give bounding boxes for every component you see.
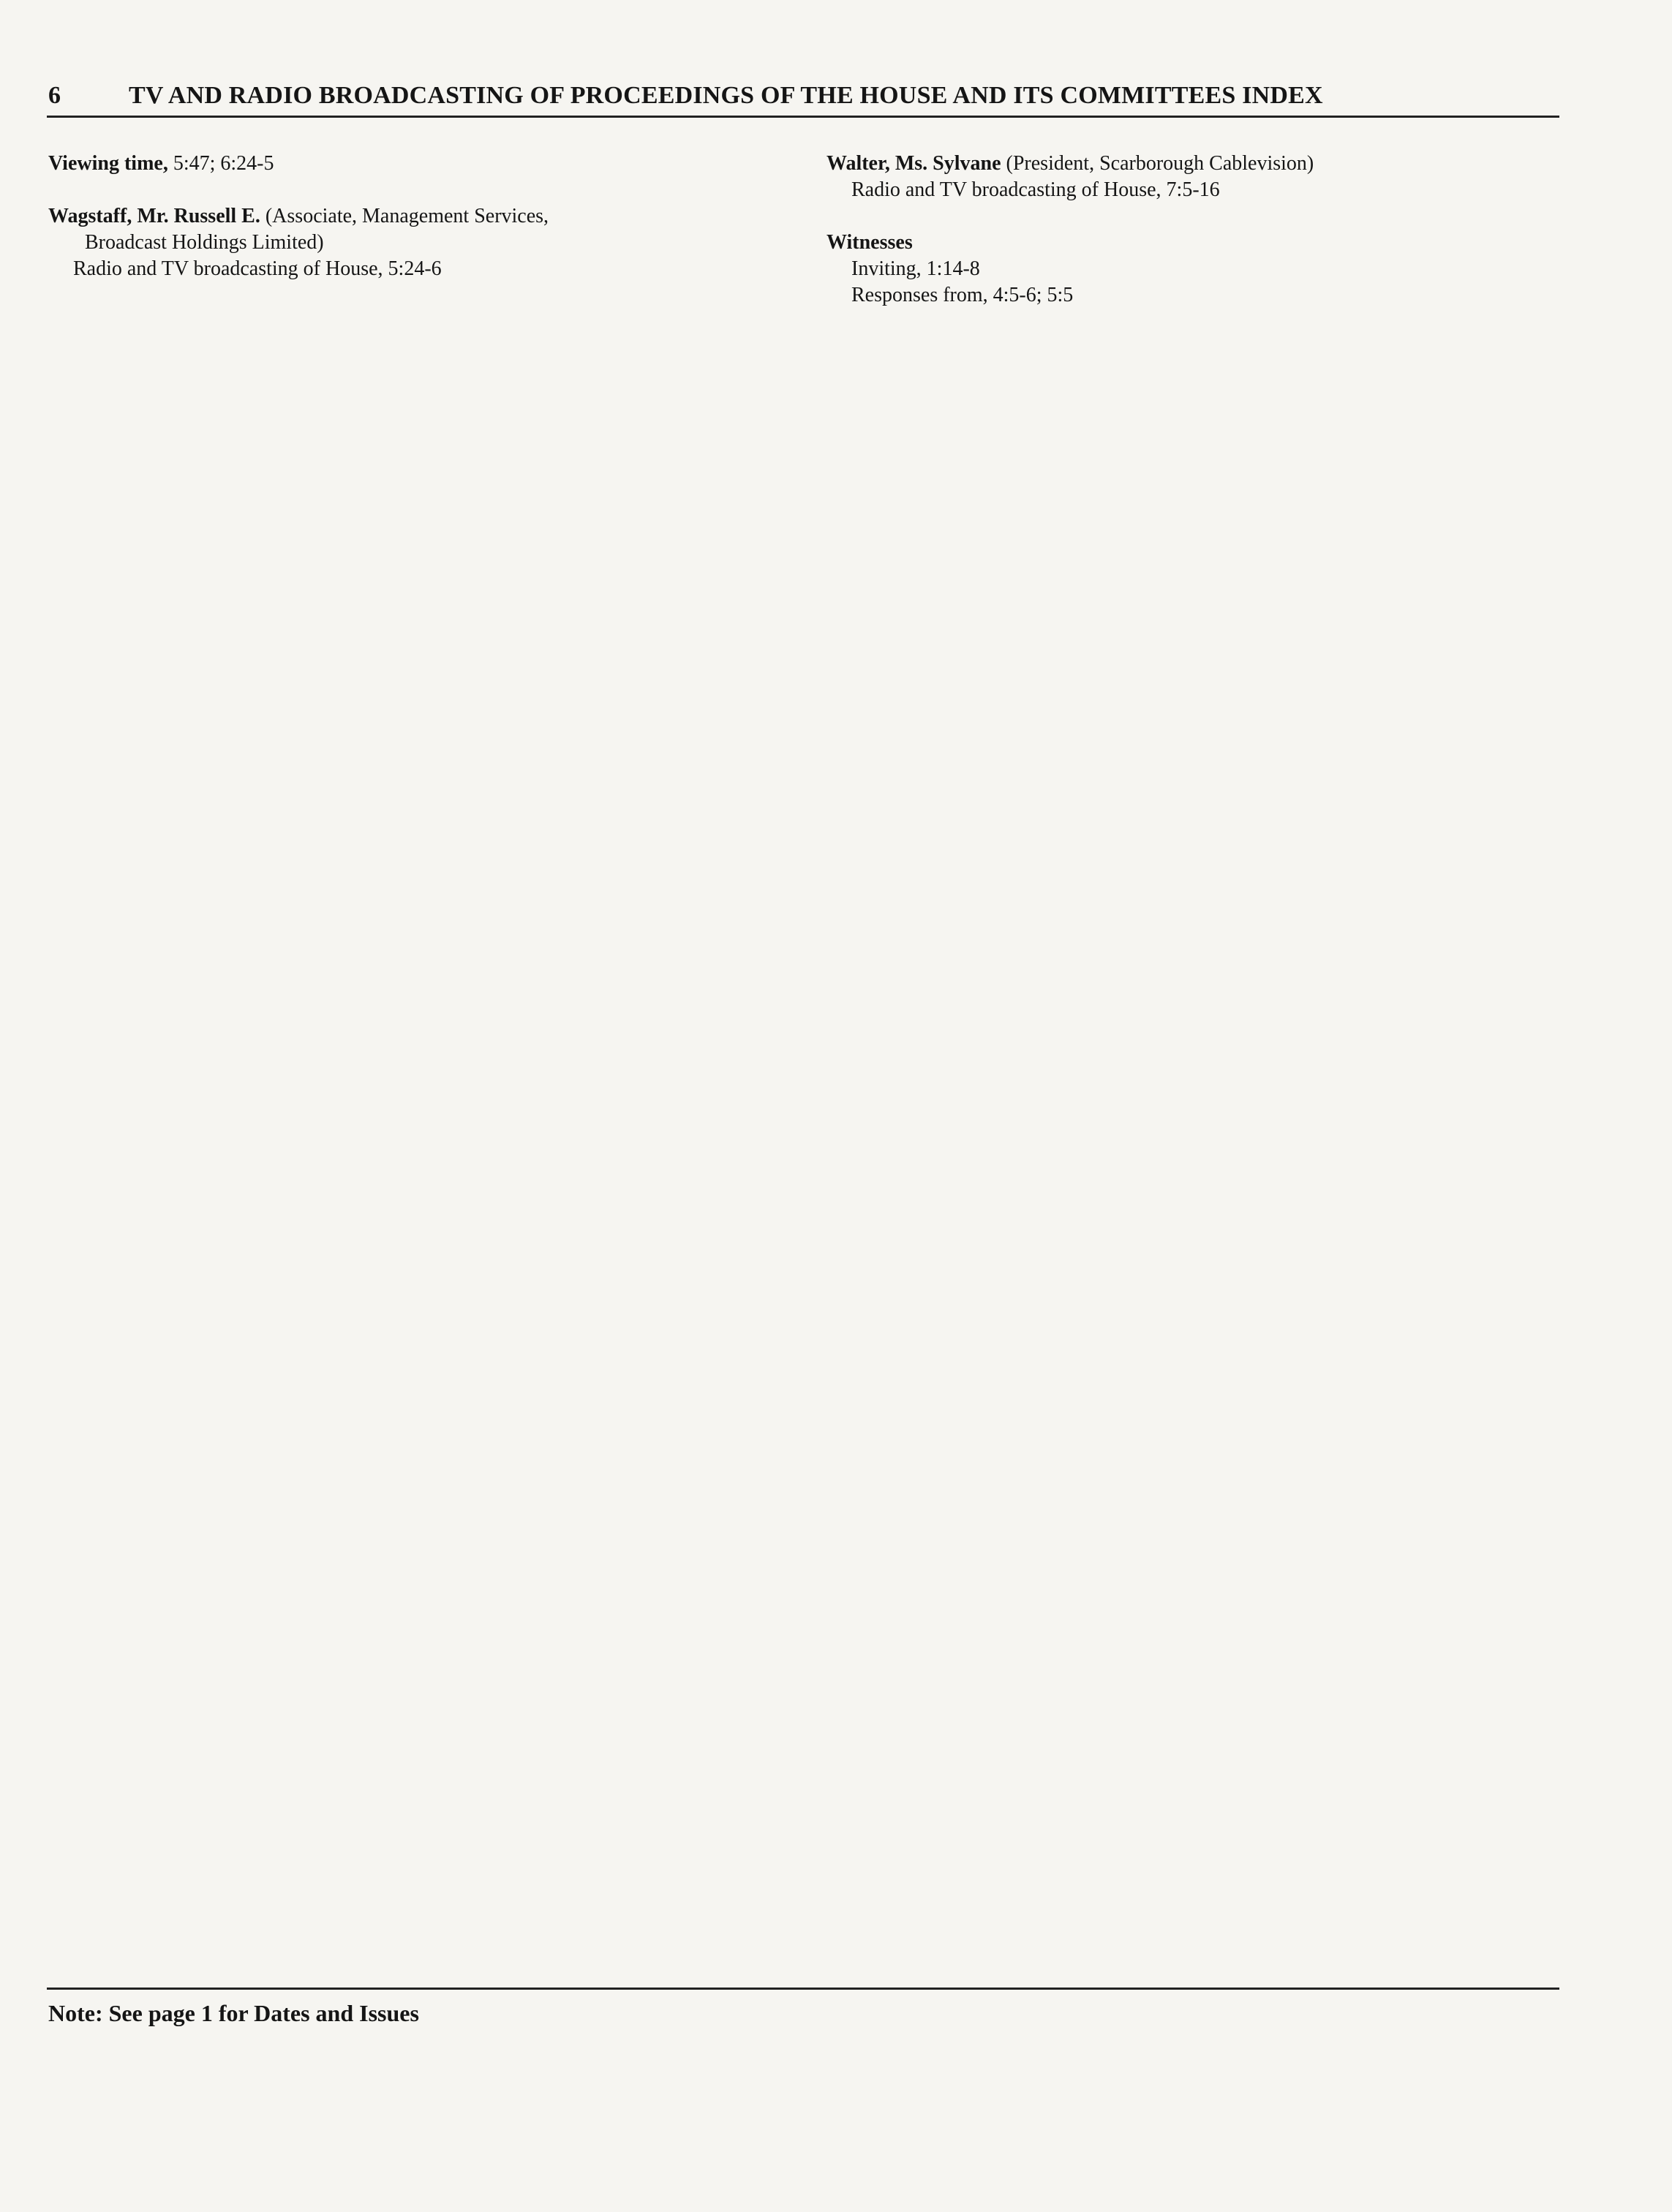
entry-heading bbox=[826, 230, 1558, 256]
entry-name: Witnesses bbox=[826, 231, 913, 254]
entry-subentry: Inviting, 1:14-8 bbox=[851, 257, 980, 280]
page-number: 6 bbox=[48, 82, 61, 109]
entry-subentry: Responses from, 4:5-6; 5:5 bbox=[851, 284, 1074, 306]
footer-note: Note: See page 1 for Dates and Issues bbox=[48, 2000, 419, 2026]
entry-subentry: Radio and TV broadcasting of House, 5:24-6 bbox=[73, 257, 442, 280]
index-entry-witnesses bbox=[826, 230, 1558, 309]
index-entry-walter bbox=[826, 151, 1558, 203]
index-entry-viewing-time bbox=[48, 151, 780, 177]
entry-heading bbox=[48, 203, 780, 230]
entry-heading bbox=[48, 151, 780, 177]
entry-role: (President, Scarborough Cablevision) bbox=[1006, 152, 1314, 175]
page-header bbox=[47, 72, 1559, 118]
entry-subentry: Radio and TV broadcasting of House, 7:5-16 bbox=[851, 178, 1220, 201]
entry-name: Viewing time, bbox=[48, 152, 168, 175]
page-footer bbox=[47, 1988, 1559, 2025]
entry-refs: 5:47; 6:24-5 bbox=[173, 152, 274, 175]
entry-name: Walter, Ms. Sylvane bbox=[826, 152, 1001, 175]
entry-heading bbox=[826, 151, 1558, 177]
index-column-left bbox=[48, 151, 780, 282]
index-column-right bbox=[826, 151, 1558, 309]
entry-role: (Associate, Management Services, bbox=[265, 205, 549, 227]
entry-role-continuation: Broadcast Holdings Limited) bbox=[85, 231, 324, 254]
index-entry-wagstaff bbox=[48, 203, 780, 282]
page-title: TV AND RADIO BROADCASTING OF PROCEEDINGS OF THE HOUSE AND ITS COMMITTEES INDEX bbox=[129, 82, 1323, 109]
entry-name: Wagstaff, Mr. Russell E. bbox=[48, 205, 260, 227]
